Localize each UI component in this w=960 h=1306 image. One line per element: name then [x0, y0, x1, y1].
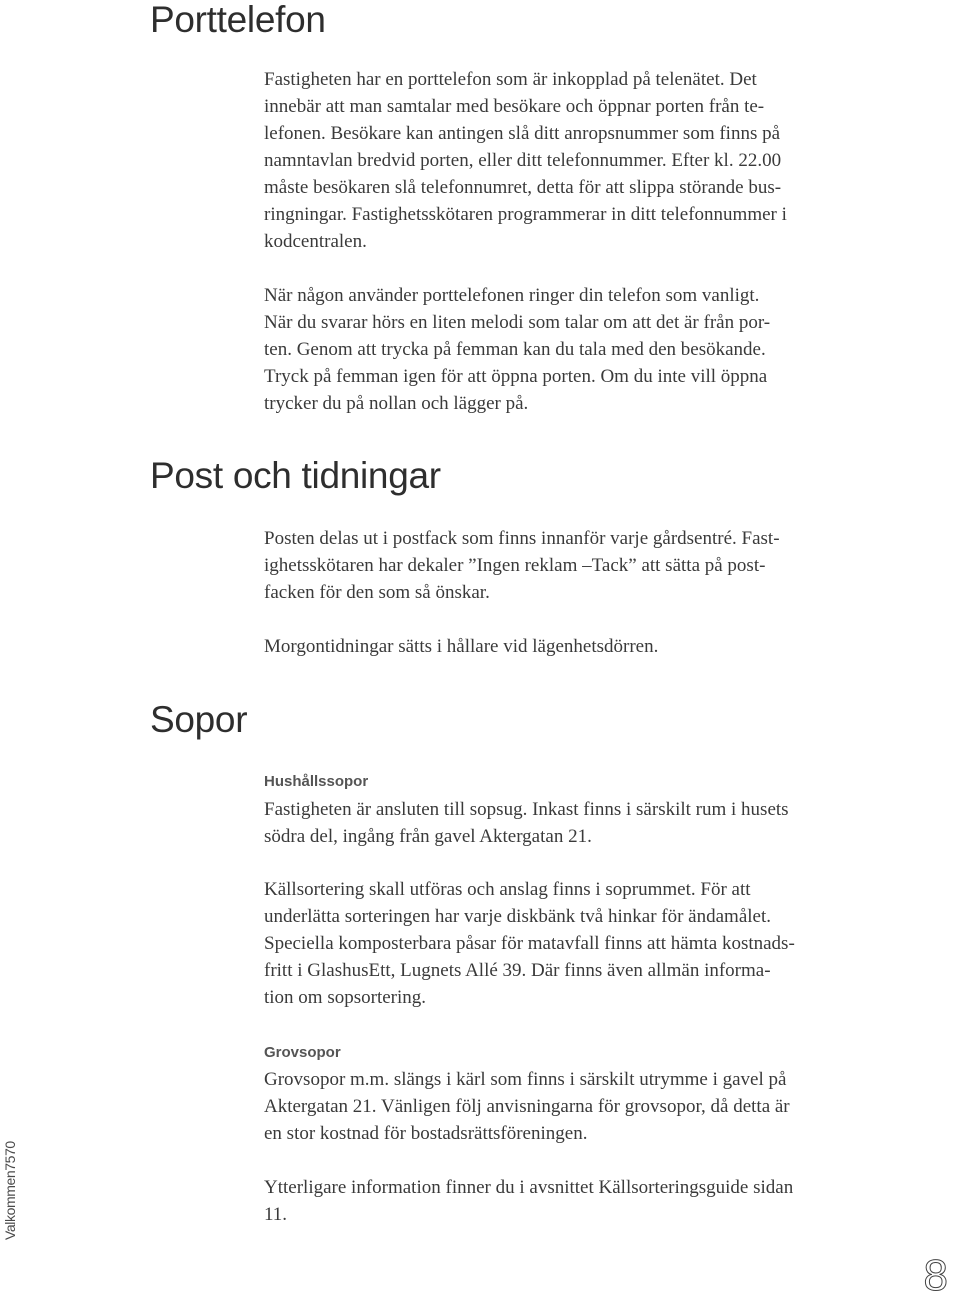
- text-line: När någon använder porttelefonen ringer din telefon som vanligt.: [264, 285, 760, 306]
- text-line: kodcentralen.: [264, 231, 367, 252]
- text-line: Källsortering skall utföras och anslag finns i soprummet. För att: [264, 879, 751, 900]
- text-line: ten. Genom att trycka på femman kan du tala med den besökande.: [264, 339, 766, 360]
- text-line: Morgontidningar sätts i hållare vid lägenhetsdörren.: [264, 636, 659, 657]
- heading-porttelefon: Porttelefon: [150, 0, 326, 40]
- text-line: tion om sopsortering.: [264, 987, 427, 1008]
- text-line: Speciella komposterbara påsar för matavfall finns att hämta kostnads-: [264, 933, 795, 954]
- text-line: trycker du på nollan och lägger på.: [264, 393, 529, 414]
- text-line: Tryck på femman igen för att öppna porten. Om du inte vill öppna: [264, 366, 768, 387]
- text-line: namntavlan bredvid porten, eller ditt telefonnummer. Efter kl. 22.00: [264, 150, 782, 171]
- text-line: innebär att man samtalar med besökare och öppnar porten från te-: [264, 96, 765, 117]
- text-line: Aktergatan 21. Vänligen följ anvisningarna för grovsopor, då detta är: [264, 1096, 790, 1117]
- text-line: Posten delas ut i postfack som finns innanför varje gårdsentré. Fast-: [264, 528, 780, 549]
- text-line: en stor kostnad för bostadsrättsföreningen.: [264, 1123, 588, 1144]
- text-line: Grovsopor m.m. slängs i kärl som finns i särskilt utrymme i gavel på: [264, 1069, 787, 1090]
- subheading-grovsopor: Grovsopor: [264, 1044, 341, 1061]
- text-line: Fastigheten är ansluten till sopsug. Inkast finns i särskilt rum i husets: [264, 799, 789, 820]
- paragraph-porttelefon-2: [264, 282, 884, 417]
- text-line: fritt i GlashusEtt, Lugnets Allé 39. Där finns även allmän informa-: [264, 960, 771, 981]
- subheading-hushallssopor: Hushållssopor: [264, 773, 369, 790]
- text-line: 11.: [264, 1204, 288, 1225]
- text-line: facken för den som så önskar.: [264, 582, 490, 603]
- paragraph-sopor-2: [264, 876, 884, 1011]
- text-line: underlätta sorteringen har varje diskbänk två hinkar för ändamålet.: [264, 906, 771, 927]
- text-line: södra del, ingång från gavel Aktergatan 21.: [264, 826, 592, 847]
- heading-post-och-tidningar: Post och tidningar: [150, 455, 441, 496]
- paragraph-post-1: [264, 525, 884, 606]
- text-line: lefonen. Besökare kan antingen slå ditt anropsnummer som finns på: [264, 123, 781, 144]
- page-number: 8: [923, 1251, 948, 1300]
- paragraph-porttelefon-1: [264, 66, 884, 255]
- text-line: måste besökaren slå telefonnumret, detta för att slippa störande bus-: [264, 177, 782, 198]
- text-line: ringningar. Fastighetsskötaren programmerar in ditt telefonnummer i: [264, 204, 787, 225]
- paragraph-post-2: [264, 633, 884, 660]
- paragraph-sopor-3: [264, 1066, 884, 1147]
- text-line: Fastigheten har en porttelefon som är inkopplad på telenätet. Det: [264, 69, 757, 90]
- paragraph-sopor-1: [264, 796, 884, 850]
- side-label-text: Valkommen7570: [2, 1141, 18, 1240]
- paragraph-sopor-4: [264, 1174, 884, 1228]
- heading-sopor: Sopor: [150, 699, 248, 740]
- text-line: Ytterligare information finner du i avsnittet Källsorteringsguide sidan: [264, 1177, 794, 1198]
- text-line: När du svarar hörs en liten melodi som talar om att det är från por-: [264, 312, 771, 333]
- text-line: ighetsskötaren har dekaler ”Ingen reklam –Tack” att sätta på post-: [264, 555, 766, 576]
